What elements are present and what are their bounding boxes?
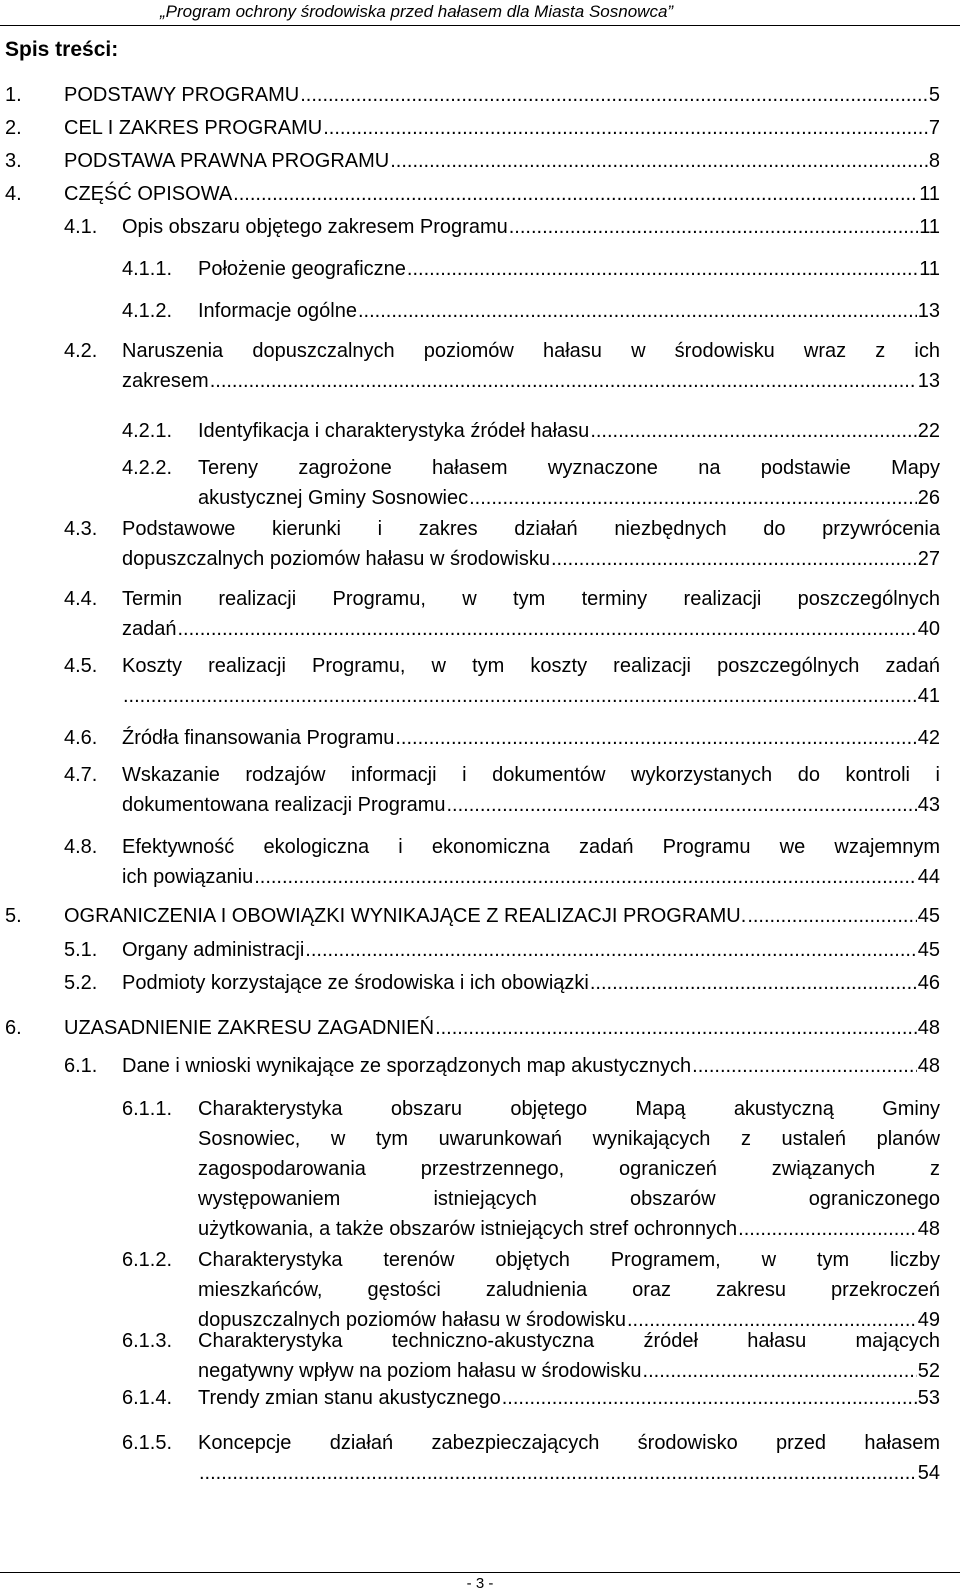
toc-entry-text: zagospodarowania przestrzennego, ograniczeń związanych z <box>198 1158 940 1180</box>
dot-leader <box>323 113 928 143</box>
dot-leader <box>643 1356 917 1386</box>
dot-leader <box>692 1051 917 1081</box>
toc-page-number: 41 <box>917 685 940 707</box>
dot-leader <box>395 723 916 753</box>
toc-entry-number: 5.2. <box>64 972 98 994</box>
toc-entry-text: zakresem <box>122 370 209 392</box>
toc-entry-number: 4.2.1. <box>122 420 173 442</box>
toc-entry[interactable] <box>122 1383 940 1413</box>
dot-leader <box>447 790 917 820</box>
toc-entry-text: Efektywność ekologiczna i ekonomiczna zadań Programu we wzajemnym <box>122 836 940 858</box>
toc-entry-number: 4.1.2. <box>122 300 173 322</box>
toc-entry-text: użytkowania, a także obszarów istniejących stref ochronnych <box>198 1218 738 1240</box>
dot-leader <box>407 254 918 284</box>
toc-entry-text: dopuszczalnych poziomów hałasu w środowisku <box>198 1309 626 1331</box>
toc-page-number: 48 <box>917 1055 940 1077</box>
dot-leader <box>210 366 917 396</box>
toc-entry-text: Koncepcje działań zabezpieczających środowisko przed hałasem <box>198 1432 940 1454</box>
toc-entry[interactable] <box>64 723 940 753</box>
toc-entry-text: akustycznej Gminy Sosnowiec <box>198 487 469 509</box>
toc-page-number: 44 <box>917 866 940 888</box>
dot-leader <box>502 1383 917 1413</box>
toc-entry-number: 4. <box>5 183 22 205</box>
dot-leader <box>509 212 918 242</box>
toc-entry-number: 6.1.2. <box>122 1249 173 1271</box>
toc-entry-text: Termin realizacji Programu, w tym terminy realizacji poszczególnych <box>122 588 940 610</box>
toc-entry-text: Sosnowiec, w tym uwarunkowań wynikających z ustaleń planów <box>198 1128 940 1150</box>
toc-page-number: 27 <box>917 548 940 570</box>
toc-entry[interactable] <box>64 336 940 396</box>
toc-entry[interactable] <box>122 254 940 284</box>
dot-leader <box>254 862 917 892</box>
dot-leader <box>123 681 917 711</box>
toc-page-number: 46 <box>917 972 940 994</box>
toc-entry[interactable] <box>5 146 940 176</box>
toc-entry[interactable] <box>64 584 940 644</box>
toc-entry-text: Podmioty korzystające ze środowiska i ich obowiązki <box>122 972 589 994</box>
toc-entry-number: 4.1.1. <box>122 258 173 280</box>
toc-entry-text: UZASADNIENIE ZAKRESU ZAGADNIEŃ <box>64 1017 435 1039</box>
toc-entry[interactable] <box>64 935 940 965</box>
toc-page-number: 11 <box>919 258 940 280</box>
toc-entry-text: Podstawowe kierunki i zakres działań niezbędnych do przywrócenia <box>122 518 940 540</box>
toc-entry-number: 6.1.3. <box>122 1330 173 1352</box>
toc-entry-text: ich powiązaniu <box>122 866 254 888</box>
toc-page-number: 11 <box>919 183 940 205</box>
dot-leader <box>747 901 916 931</box>
document-header: „Program ochrony środowiska przed hałasem dla Miasta Sosnowca” <box>160 2 674 21</box>
toc-entry-number: 4.6. <box>64 727 98 749</box>
toc-entry-text: Naruszenia dopuszczalnych poziomów hałasu w środowisku wraz z ich <box>122 340 940 362</box>
toc-entry-text: zadań <box>122 618 177 640</box>
dot-leader <box>178 614 917 644</box>
dot-leader <box>390 146 928 176</box>
toc-entry[interactable] <box>122 296 940 326</box>
toc-entry-text: dopuszczalnych poziomów hałasu w środowisku <box>122 548 550 570</box>
toc-page-number: 43 <box>917 794 940 816</box>
toc-entry[interactable] <box>64 1051 940 1081</box>
toc-entry[interactable] <box>122 1428 940 1488</box>
toc-entry-text: Tereny zagrożone hałasem wyznaczone na podstawie Mapy <box>198 457 940 479</box>
dot-leader <box>233 179 918 209</box>
toc-entry-text: PODSTAWA PRAWNA PROGRAMU <box>64 150 390 172</box>
toc-entry-number: 3. <box>5 150 22 172</box>
toc-page-number: 5 <box>928 84 940 106</box>
toc-entry-number: 6.1.4. <box>122 1387 173 1409</box>
toc-page-number: 42 <box>917 727 940 749</box>
toc-entry-text: CEL I ZAKRES PROGRAMU <box>64 117 323 139</box>
toc-entry-number: 4.4. <box>64 588 98 610</box>
toc-entry-number: 6. <box>5 1017 22 1039</box>
dot-leader <box>300 80 928 110</box>
toc-entry[interactable] <box>122 1245 940 1335</box>
toc-entry-text: Identyfikacja i charakterystyka źródeł hałasu <box>198 420 590 442</box>
toc-page-number: 52 <box>917 1360 940 1382</box>
footer-rule <box>0 1572 960 1573</box>
toc-entry[interactable] <box>5 901 940 931</box>
toc-entry-text: mieszkańców, gęstości zaludnienia oraz zakresu przekroczeń <box>198 1279 940 1301</box>
dot-leader <box>469 483 917 513</box>
toc-entry-text: Źródła finansowania Programu <box>122 727 395 749</box>
toc-entry-text: Dane i wnioski wynikające ze sporządzonych map akustycznych <box>122 1055 692 1077</box>
toc-entry-text: OGRANICZENIA I OBOWIĄZKI WYNIKAJĄCE Z REALIZACJI PROGRAMU. <box>64 905 747 927</box>
toc-entry-text: Opis obszaru objętego zakresem Programu <box>122 216 508 238</box>
toc-entry[interactable] <box>122 416 940 446</box>
toc-entry[interactable] <box>122 1094 940 1244</box>
dot-leader <box>435 1013 917 1043</box>
toc-entry-number: 4.5. <box>64 655 98 677</box>
toc-entry-number: 4.3. <box>64 518 98 540</box>
toc-entry-text: Charakterystyka obszaru objętego Mapą akustyczną Gminy <box>198 1098 940 1120</box>
toc-entry-number: 4.2. <box>64 340 98 362</box>
toc-entry-text: występowaniem istniejących obszarów ograniczonego <box>198 1188 940 1210</box>
toc-page-number: 45 <box>917 905 940 927</box>
toc-entry-text: Położenie geograficzne <box>198 258 406 280</box>
toc-page-number: 48 <box>917 1218 940 1240</box>
toc-page-number: 11 <box>919 216 940 238</box>
toc-entry-text: Charakterystyka techniczno-akustyczna źródeł hałasu mających <box>198 1330 940 1352</box>
dot-leader <box>199 1458 917 1488</box>
toc-title: Spis treści: <box>5 38 119 61</box>
toc-entry[interactable] <box>122 453 940 513</box>
page-number: - 3 - <box>466 1575 494 1592</box>
toc-entry-number: 4.2.2. <box>122 457 173 479</box>
toc-entry-number: 4.1. <box>64 216 98 238</box>
toc-entry-number: 6.1.1. <box>122 1098 173 1120</box>
toc-page-number: 45 <box>917 939 940 961</box>
toc-page-number: 49 <box>917 1309 940 1331</box>
toc-entry-number: 6.1. <box>64 1055 98 1077</box>
toc-entry-text: dokumentowana realizacji Programu <box>122 794 446 816</box>
toc-entry[interactable] <box>64 760 940 820</box>
toc-entry-number: 6.1.5. <box>122 1432 173 1454</box>
toc-entry[interactable] <box>5 80 940 110</box>
toc-entry-number: 1. <box>5 84 22 106</box>
toc-entry-text: PODSTAWY PROGRAMU <box>64 84 300 106</box>
toc-entry-text: CZĘŚĆ OPISOWA <box>64 183 233 205</box>
toc-page-number: 54 <box>917 1462 940 1484</box>
dot-leader <box>551 544 917 574</box>
toc-page-number: 7 <box>928 117 940 139</box>
header-rule <box>0 25 960 26</box>
toc-entry-number: 5. <box>5 905 22 927</box>
toc-entry[interactable] <box>64 212 940 242</box>
dot-leader <box>590 968 917 998</box>
toc-entry-text: negatywny wpływ na poziom hałasu w środowisku <box>198 1360 642 1382</box>
toc-entry-number: 4.7. <box>64 764 98 786</box>
toc-entry[interactable] <box>5 179 940 209</box>
dot-leader <box>305 935 916 965</box>
dot-leader <box>590 416 916 446</box>
toc-page-number: 48 <box>917 1017 940 1039</box>
toc-page-number: 13 <box>917 370 940 392</box>
toc-entry-number: 5.1. <box>64 939 98 961</box>
toc-entry-text: Informacje ogólne <box>198 300 357 322</box>
toc-entry-number: 2. <box>5 117 22 139</box>
toc-page-number: 22 <box>917 420 940 442</box>
toc-entry-text: Koszty realizacji Programu, w tym koszty realizacji poszczególnych zadań <box>122 655 940 677</box>
toc-entry-text: Trendy zmian stanu akustycznego <box>198 1387 501 1409</box>
toc-entry[interactable] <box>5 113 940 143</box>
toc-entry[interactable] <box>64 651 940 711</box>
dot-leader <box>738 1214 917 1244</box>
dot-leader <box>358 296 917 326</box>
toc-page-number: 8 <box>928 150 940 172</box>
toc-page-number: 40 <box>917 618 940 640</box>
toc-page-number: 26 <box>917 487 940 509</box>
toc-entry-number: 4.8. <box>64 836 98 858</box>
toc-entry[interactable] <box>64 832 940 892</box>
toc-entry-text: Wskazanie rodzajów informacji i dokumentów wykorzystanych do kontroli i <box>122 764 940 786</box>
toc-entry[interactable] <box>64 968 940 998</box>
toc-entry[interactable] <box>5 1013 940 1043</box>
toc-entry-text: Organy administracji <box>122 939 305 961</box>
toc-entry[interactable] <box>122 1326 940 1386</box>
toc-entry[interactable] <box>64 514 940 574</box>
toc-page-number: 53 <box>917 1387 940 1409</box>
toc-page-number: 13 <box>917 300 940 322</box>
toc-entry-text: Charakterystyka terenów objętych Programem, w tym liczby <box>198 1249 940 1271</box>
